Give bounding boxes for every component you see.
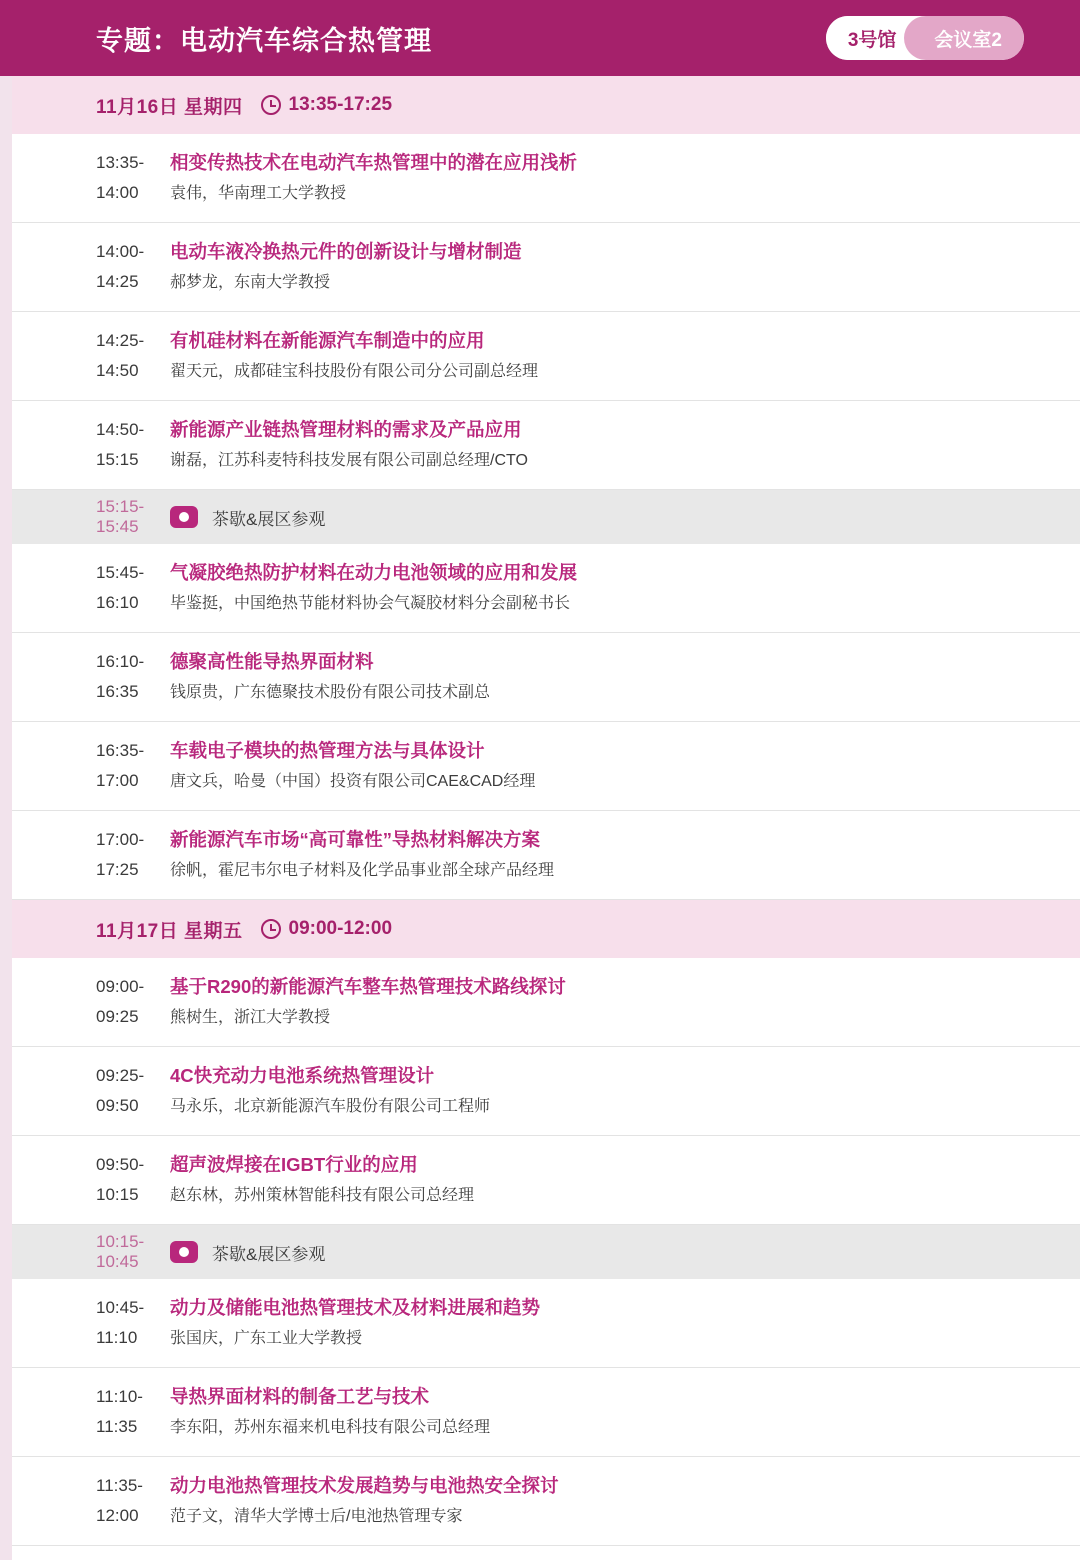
session-row [0, 401, 1080, 490]
bottom-spacer [0, 1546, 1080, 1560]
break-label: 茶歇&展区参观 [212, 509, 326, 529]
session-body [170, 1293, 1080, 1353]
room-label: 会议室2 [904, 16, 1024, 60]
session-time: 14:00-14:25 [96, 242, 145, 291]
day-time-range: 13:35-17:25 [288, 94, 393, 115]
session-row [0, 811, 1080, 900]
break-row [0, 490, 1080, 544]
session-row [0, 722, 1080, 811]
break-row [0, 1225, 1080, 1279]
session-title: 电动车液冷换热元件的创新设计与增材制造 [170, 241, 522, 262]
session-row [0, 544, 1080, 633]
session-title: 动力电池热管理技术发展趋势与电池热安全探讨 [170, 1475, 559, 1496]
break-body [170, 505, 1080, 530]
session-title: 基于R290的新能源汽车整车热管理技术路线探讨 [170, 976, 566, 997]
session-row [0, 1279, 1080, 1368]
session-row [0, 134, 1080, 223]
session-time: 16:10-16:35 [96, 652, 145, 701]
session-body [170, 825, 1080, 885]
session-row [0, 1136, 1080, 1225]
session-time: 17:00-17:25 [96, 830, 145, 879]
session-speaker: 袁伟，华南理工大学教授 [170, 185, 347, 202]
session-title: 新能源产业链热管理材料的需求及产品应用 [170, 419, 522, 440]
session-row [0, 223, 1080, 312]
session-speaker: 翟天元，成都硅宝科技股份有限公司分公司副总经理 [170, 363, 539, 380]
session-body [170, 1061, 1080, 1121]
session-body [170, 736, 1080, 796]
day-date: 11月16日 星期四 [96, 96, 243, 118]
left-accent-strip [0, 0, 12, 1560]
session-speaker: 钱原贵，广东德聚技术股份有限公司技术副总 [170, 684, 491, 701]
session-title: 新能源汽车市场“高可靠性”导热材料解决方案 [170, 829, 541, 850]
session-time: 14:25-14:50 [96, 331, 145, 380]
session-row [0, 1368, 1080, 1457]
session-title: 相变传热技术在电动汽车热管理中的潜在应用浅析 [170, 152, 578, 173]
day-header [0, 76, 1080, 134]
session-row [0, 958, 1080, 1047]
clock-icon [261, 919, 281, 939]
session-speaker: 范子文，清华大学博士后/电池热管理专家 [170, 1508, 463, 1525]
session-title: 车载电子模块的热管理方法与具体设计 [170, 740, 485, 761]
session-title: 超声波焊接在IGBT行业的应用 [170, 1154, 418, 1175]
session-body [170, 1382, 1080, 1442]
session-speaker: 郝梦龙，东南大学教授 [170, 274, 331, 291]
session-body [170, 237, 1080, 297]
break-time: 10:15-10:45 [96, 1232, 145, 1271]
session-speaker: 熊树生，浙江大学教授 [170, 1009, 331, 1026]
agenda-body [0, 76, 1080, 1546]
session-time: 10:45-11:10 [96, 1298, 145, 1347]
session-time: 14:50-15:15 [96, 420, 145, 469]
session-row [0, 633, 1080, 722]
session-speaker: 唐文兵，哈曼（中国）投资有限公司CAE&CAD经理 [170, 773, 536, 790]
break-time: 15:15-15:45 [96, 497, 145, 536]
session-speaker: 徐帆，霍尼韦尔电子材料及化学品事业部全球产品经理 [170, 862, 555, 879]
session-title: 动力及储能电池热管理技术及材料进展和趋势 [170, 1297, 541, 1318]
session-row [0, 312, 1080, 401]
page-title: 专题：电动汽车综合热管理 [96, 25, 432, 56]
session-title: 气凝胶绝热防护材料在动力电池领域的应用和发展 [170, 562, 578, 583]
page-header [0, 0, 1080, 76]
session-speaker: 毕鉴挺，中国绝热节能材料协会气凝胶材料分会副秘书长 [170, 595, 571, 612]
break-body [170, 1240, 1080, 1265]
session-time: 09:50-10:15 [96, 1155, 145, 1204]
session-time: 09:25-09:50 [96, 1066, 145, 1115]
clock-icon [261, 95, 281, 115]
session-time: 11:10-11:35 [96, 1387, 143, 1436]
hall-label: 3号馆 [826, 16, 919, 60]
session-body [170, 1150, 1080, 1210]
session-speaker: 马永乐，北京新能源汽车股份有限公司工程师 [170, 1098, 491, 1115]
session-body [170, 326, 1080, 386]
session-title: 4C快充动力电池系统热管理设计 [170, 1065, 435, 1086]
session-speaker: 李东阳，苏州东福来机电科技有限公司总经理 [170, 1419, 491, 1436]
session-body [170, 1471, 1080, 1531]
break-label: 茶歇&展区参观 [212, 1244, 326, 1264]
session-row [0, 1457, 1080, 1546]
session-body [170, 148, 1080, 208]
session-time: 15:45-16:10 [96, 563, 145, 612]
session-time: 09:00-09:25 [96, 977, 145, 1026]
session-title: 德聚高性能导热界面材料 [170, 651, 374, 672]
session-title: 有机硅材料在新能源汽车制造中的应用 [170, 330, 485, 351]
session-row [0, 1047, 1080, 1136]
session-body [170, 647, 1080, 707]
session-body [170, 415, 1080, 475]
venue-badge [826, 16, 1024, 60]
coffee-break-icon [170, 506, 198, 528]
session-speaker: 张国庆，广东工业大学教授 [170, 1330, 363, 1347]
day-time-range: 09:00-12:00 [288, 918, 393, 939]
coffee-break-icon [170, 1241, 198, 1263]
session-time: 13:35-14:00 [96, 153, 145, 202]
session-speaker: 谢磊，江苏科麦特科技发展有限公司副总经理/CTO [170, 452, 528, 469]
session-body [170, 558, 1080, 618]
session-time: 11:35-12:00 [96, 1476, 143, 1525]
session-time: 16:35-17:00 [96, 741, 145, 790]
day-header [0, 900, 1080, 958]
day-date: 11月17日 星期五 [96, 920, 243, 942]
session-body [170, 972, 1080, 1032]
session-title: 导热界面材料的制备工艺与技术 [170, 1386, 430, 1407]
session-speaker: 赵东林，苏州策林智能科技有限公司总经理 [170, 1187, 475, 1204]
